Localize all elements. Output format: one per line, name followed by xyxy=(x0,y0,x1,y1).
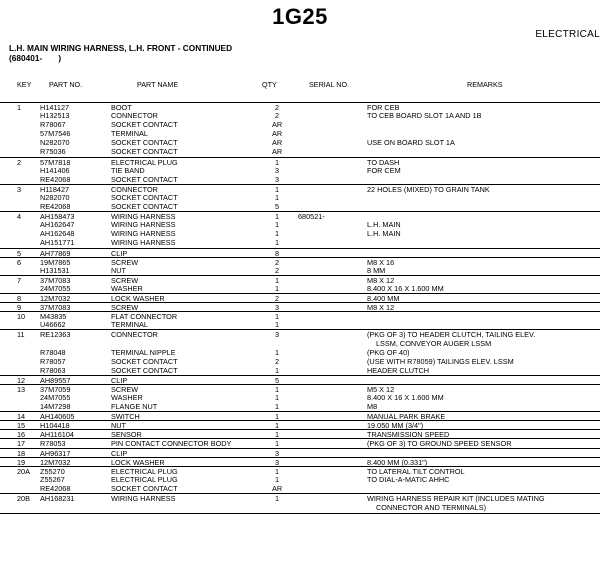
table-row xyxy=(0,248,600,257)
table-row xyxy=(0,284,600,293)
cell-rem: MANUAL PARK BRAKE xyxy=(367,412,446,422)
cell-qty: AR xyxy=(272,120,283,130)
cell-part: AH162647 xyxy=(40,220,75,230)
cell-qty: 2 xyxy=(274,293,280,303)
cell-key: 8 xyxy=(17,293,22,303)
table-row xyxy=(0,438,600,447)
table-row xyxy=(0,129,600,138)
cell-key: 7 xyxy=(17,275,22,285)
cell-name: CLIP xyxy=(111,248,128,258)
cell-qty: 8 xyxy=(274,248,280,258)
cell-qty: AR xyxy=(272,147,283,157)
cell-name: SOCKET CONTACT xyxy=(111,147,178,157)
table-row xyxy=(0,320,600,329)
cell-qty: 1 xyxy=(274,430,280,440)
cell-part: H132513 xyxy=(40,111,70,121)
section-label: ELECTRICAL xyxy=(535,29,600,40)
cell-name: ELECTRICAL PLUG xyxy=(111,474,178,484)
header-part-name: PART NAME xyxy=(137,80,179,89)
cell-part: 37M7083 xyxy=(40,303,71,313)
cell-qty: 1 xyxy=(274,439,280,449)
cell-part: RE42068 xyxy=(40,174,71,184)
cell-qty: 1 xyxy=(274,157,280,167)
cell-qty: 1 xyxy=(274,402,280,412)
cell-qty: 2 xyxy=(274,265,280,275)
cell-name: CLIP xyxy=(111,375,128,385)
cell-part: 14M7298 xyxy=(40,402,71,412)
cell-rem: TRANSMISSION SPEED xyxy=(367,430,450,440)
cell-name: ELECTRICAL PLUG xyxy=(111,157,178,167)
cell-part: H104418 xyxy=(40,421,70,431)
table-row xyxy=(0,311,600,320)
cell-rem: TO LATERAL TILT CONTROL xyxy=(367,466,465,476)
cell-part: 24M7055 xyxy=(40,283,71,293)
cell-qty: AR xyxy=(272,483,283,493)
cell-qty: 5 xyxy=(274,375,280,385)
cell-name: SOCKET CONTACT xyxy=(111,120,178,130)
cell-part: R78053 xyxy=(40,439,66,449)
cell-key: 5 xyxy=(17,248,22,258)
cell-part: Z55270 xyxy=(40,466,65,476)
cell-key: 11 xyxy=(17,330,25,340)
table-row xyxy=(0,275,600,284)
cell-name: SOCKET CONTACT xyxy=(111,356,178,366)
cell-qty: 3 xyxy=(274,174,280,184)
table-row xyxy=(0,348,600,357)
cell-part: AH96317 xyxy=(40,448,71,458)
cell-part: AH168231 xyxy=(40,494,75,504)
cell-name: TIE BAND xyxy=(111,165,145,175)
cell-part: 37M7059 xyxy=(40,384,71,394)
table-row xyxy=(0,111,600,120)
cell-key: 17 xyxy=(17,439,26,449)
cell-key: 19 xyxy=(17,457,26,467)
cell-name: CLIP xyxy=(111,448,128,458)
sheet-title xyxy=(9,43,232,63)
cell-name: WIRING HARNESS xyxy=(111,494,176,504)
cell-rem: 19.050 MM (3/4") xyxy=(367,421,424,431)
cell-name: SCREW xyxy=(111,275,139,285)
table-row xyxy=(0,166,600,175)
table-row xyxy=(0,157,600,166)
cell-rem: 8.400 X 16 X 1.600 MM xyxy=(367,283,444,293)
cell-rem-continued: LSSM, CONVEYOR AUGER LSSM xyxy=(376,339,492,349)
cell-name: CONNECTOR xyxy=(111,111,158,121)
cell-part: R78063 xyxy=(40,365,66,375)
cell-key: 20A xyxy=(17,466,30,476)
cell-key: 20B xyxy=(17,494,30,504)
table-row xyxy=(0,202,600,211)
cell-rem: M8 X 12 xyxy=(367,303,395,313)
cell-key: 10 xyxy=(17,312,26,322)
cell-qty: 1 xyxy=(274,238,280,248)
cell-qty: 3 xyxy=(274,457,280,467)
cell-qty: 2 xyxy=(274,356,280,366)
cell-qty: 5 xyxy=(274,202,280,212)
cell-name: ELECTRICAL PLUG xyxy=(111,466,178,476)
cell-qty: 1 xyxy=(274,466,280,476)
cell-qty: AR xyxy=(272,138,283,148)
table-row xyxy=(0,193,600,202)
table-row xyxy=(0,266,600,275)
header-remarks: REMARKS xyxy=(467,80,503,89)
cell-name: WASHER xyxy=(111,393,143,402)
cell-key: 3 xyxy=(17,184,22,194)
table-row xyxy=(0,384,600,393)
cell-name: WIRING HARNESS xyxy=(111,220,176,230)
cell-name: LOCK WASHER xyxy=(111,293,165,303)
cell-qty: 3 xyxy=(274,448,280,458)
cell-part: U46662 xyxy=(40,320,66,330)
table-bottom-rule xyxy=(0,513,600,514)
table-row xyxy=(0,411,600,420)
table-row xyxy=(0,366,600,375)
cell-qty: 1 xyxy=(274,220,280,230)
table-row xyxy=(0,429,600,438)
cell-part: H141127 xyxy=(40,103,70,112)
cell-part: M43835 xyxy=(40,312,67,322)
cell-rem: M5 X 12 xyxy=(367,384,395,394)
cell-name: CONNECTOR xyxy=(111,330,158,340)
table-row xyxy=(0,175,600,184)
cell-part: Z55267 xyxy=(40,474,65,484)
cell-key: 16 xyxy=(17,430,26,440)
cell-qty: 1 xyxy=(274,320,280,330)
cell-rem: M8 X 12 xyxy=(367,275,395,285)
table-row xyxy=(0,184,600,193)
cell-qty: 1 xyxy=(274,212,280,222)
cell-key: 9 xyxy=(17,303,22,313)
table-row xyxy=(0,302,600,311)
cell-name: SCREW xyxy=(111,257,139,267)
cell-rem: M8 X 16 xyxy=(367,257,395,267)
table-row xyxy=(0,402,600,411)
cell-name: SOCKET CONTACT xyxy=(111,365,178,375)
cell-part: R75036 xyxy=(40,147,66,157)
cell-qty: 2 xyxy=(274,103,280,112)
parts-table xyxy=(0,102,600,511)
table-row xyxy=(0,211,600,220)
page-title: 1G25 xyxy=(272,4,328,29)
cell-rem: TO DASH xyxy=(367,157,400,167)
cell-part: AH162648 xyxy=(40,229,75,239)
cell-name: SOCKET CONTACT xyxy=(111,174,178,184)
cell-name: SOCKET CONTACT xyxy=(111,483,178,493)
cell-rem: 8.400 X 16 X 1.600 MM xyxy=(367,393,444,402)
cell-rem: FOR CEM xyxy=(367,165,401,175)
cell-rem: HEADER CLUTCH xyxy=(367,365,430,375)
cell-name: TERMINAL xyxy=(111,320,148,330)
cell-qty: 1 xyxy=(274,421,280,431)
cell-rem: FOR CEB xyxy=(367,103,400,112)
cell-name: PIN CONTACT CONNECTOR BODY xyxy=(111,439,232,449)
cell-part: R78057 xyxy=(40,356,66,366)
header-qty: QTY xyxy=(262,80,277,89)
cell-name: WIRING HARNESS xyxy=(111,238,176,248)
cell-part: RE42068 xyxy=(40,483,71,493)
header-key: KEY xyxy=(17,80,32,89)
header-serial-no: SERIAL NO. xyxy=(309,80,350,89)
cell-key: 18 xyxy=(17,448,26,458)
cell-key: 4 xyxy=(17,212,22,222)
cell-name: CONNECTOR xyxy=(111,184,158,194)
sheet-title-line2: (680401- ) xyxy=(9,53,62,63)
cell-name: LOCK WASHER xyxy=(111,457,165,467)
cell-key: 14 xyxy=(17,412,26,422)
cell-rem: 8 MM xyxy=(367,265,386,275)
cell-part: 57M7818 xyxy=(40,157,71,167)
cell-part: 57M7546 xyxy=(40,129,71,139)
cell-name: SOCKET CONTACT xyxy=(111,138,178,148)
table-row xyxy=(0,393,600,402)
cell-name: SENSOR xyxy=(111,430,142,440)
cell-part: R78067 xyxy=(40,120,66,130)
cell-qty: 1 xyxy=(274,184,280,194)
cell-rem: TO DIAL-A-MATIC AHHC xyxy=(367,474,450,484)
header-part-no: PART NO. xyxy=(49,80,83,89)
cell-qty: 1 xyxy=(274,312,280,322)
table-row xyxy=(0,484,600,493)
cell-part: RE12363 xyxy=(40,330,71,340)
table-row xyxy=(0,493,600,511)
cell-part: 12M7032 xyxy=(40,457,71,467)
cell-key: 2 xyxy=(17,157,22,167)
cell-qty: 1 xyxy=(274,393,280,402)
cell-qty: 1 xyxy=(274,365,280,375)
cell-name: SCREW xyxy=(111,384,139,394)
cell-part: 19M7865 xyxy=(40,257,71,267)
cell-rem: 8.400 MM xyxy=(367,293,400,303)
table-row xyxy=(0,375,600,384)
cell-name: SWITCH xyxy=(111,412,140,422)
table-row xyxy=(0,357,600,366)
cell-part: AH116104 xyxy=(40,430,74,440)
cell-name: SOCKET CONTACT xyxy=(111,192,178,202)
cell-name: NUT xyxy=(111,265,126,275)
cell-rem: (PKG OF 40) xyxy=(367,347,410,357)
cell-name: NUT xyxy=(111,421,126,431)
cell-part: AH77869 xyxy=(40,248,71,258)
table-row xyxy=(0,448,600,457)
cell-key: 12 xyxy=(17,375,26,385)
cell-qty: 1 xyxy=(274,229,280,239)
table-row xyxy=(0,229,600,238)
table-header xyxy=(0,80,600,90)
cell-rem: L.H. MAIN xyxy=(367,229,401,239)
cell-rem: 8.400 MM (0.331") xyxy=(367,457,428,467)
cell-qty: 2 xyxy=(274,257,280,267)
cell-qty: 3 xyxy=(274,165,280,175)
cell-rem-continued: CONNECTOR AND TERMINALS) xyxy=(376,503,487,513)
cell-name: SOCKET CONTACT xyxy=(111,202,178,212)
cell-rem: M8 xyxy=(367,402,378,412)
cell-name: WIRING HARNESS xyxy=(111,229,176,239)
table-row xyxy=(0,238,600,247)
cell-qty: 1 xyxy=(274,412,280,422)
cell-key: 6 xyxy=(17,257,22,267)
cell-qty: 1 xyxy=(274,283,280,293)
cell-part: H118427 xyxy=(40,184,70,194)
table-row xyxy=(0,138,600,147)
cell-key: 15 xyxy=(17,421,26,431)
cell-name: BOOT xyxy=(111,103,132,112)
cell-qty: 2 xyxy=(274,111,280,121)
table-row xyxy=(0,257,600,266)
cell-name: FLAT CONNECTOR xyxy=(111,312,178,322)
cell-part: H141406 xyxy=(40,165,70,175)
table-row xyxy=(0,329,600,347)
cell-qty: 1 xyxy=(274,494,280,504)
cell-serial: 680521- xyxy=(298,212,325,222)
cell-part: R78048 xyxy=(40,347,66,357)
cell-part: AH140605 xyxy=(40,412,75,422)
cell-part: N282070 xyxy=(40,192,70,202)
cell-qty: 1 xyxy=(274,192,280,202)
table-row xyxy=(0,475,600,484)
cell-name: FLANGE NUT xyxy=(111,402,158,412)
cell-rem: L.H. MAIN xyxy=(367,220,401,230)
cell-rem: TO CEB BOARD SLOT 1A AND 1B xyxy=(367,111,482,121)
cell-qty: 1 xyxy=(274,275,280,285)
table-row xyxy=(0,457,600,466)
table-row xyxy=(0,293,600,302)
table-row xyxy=(0,220,600,229)
table-row xyxy=(0,466,600,475)
cell-part: AH158473 xyxy=(40,212,75,222)
cell-rem: (USE WITH R78059) TAILINGS ELEV. LSSM xyxy=(367,356,514,366)
cell-qty: 3 xyxy=(274,330,280,340)
table-row xyxy=(0,420,600,429)
cell-rem: USE ON BOARD SLOT 1A xyxy=(367,138,455,148)
cell-qty: 1 xyxy=(274,384,280,394)
cell-rem: (PKG OF 3) TO GROUND SPEED SENSOR xyxy=(367,439,512,449)
cell-key: 13 xyxy=(17,384,26,394)
table-row xyxy=(0,147,600,156)
cell-qty: AR xyxy=(272,129,283,139)
cell-rem: WIRING HARNESS REPAIR KIT (INCLUDES MATING xyxy=(367,494,545,504)
table-row xyxy=(0,102,600,111)
cell-part: AH89557 xyxy=(40,375,71,385)
cell-name: WASHER xyxy=(111,283,143,293)
cell-name: TERMINAL xyxy=(111,129,148,139)
cell-rem: (PKG OF 3) TO HEADER CLUTCH, TAILING ELEV. xyxy=(367,330,536,340)
cell-part: 12M7032 xyxy=(40,293,71,303)
cell-key: 1 xyxy=(17,103,22,112)
cell-name: WIRING HARNESS xyxy=(111,212,176,222)
cell-rem: 22 HOLES (MIXED) TO GRAIN TANK xyxy=(367,184,490,194)
sheet-title-line1: L.H. MAIN WIRING HARNESS, L.H. FRONT - CONTINUED xyxy=(9,43,233,53)
cell-part: 37M7083 xyxy=(40,275,71,285)
cell-qty: 1 xyxy=(274,347,280,357)
cell-qty: 1 xyxy=(274,474,280,484)
cell-part: AH151771 xyxy=(40,238,75,248)
cell-part: 24M7055 xyxy=(40,393,71,402)
cell-name: SCREW xyxy=(111,303,139,313)
cell-qty: 3 xyxy=(274,303,280,313)
cell-part: RE42068 xyxy=(40,202,71,212)
cell-part: N282070 xyxy=(40,138,70,148)
cell-name: TERMINAL NIPPLE xyxy=(111,347,176,357)
cell-part: H131531 xyxy=(40,265,70,275)
table-row xyxy=(0,120,600,129)
